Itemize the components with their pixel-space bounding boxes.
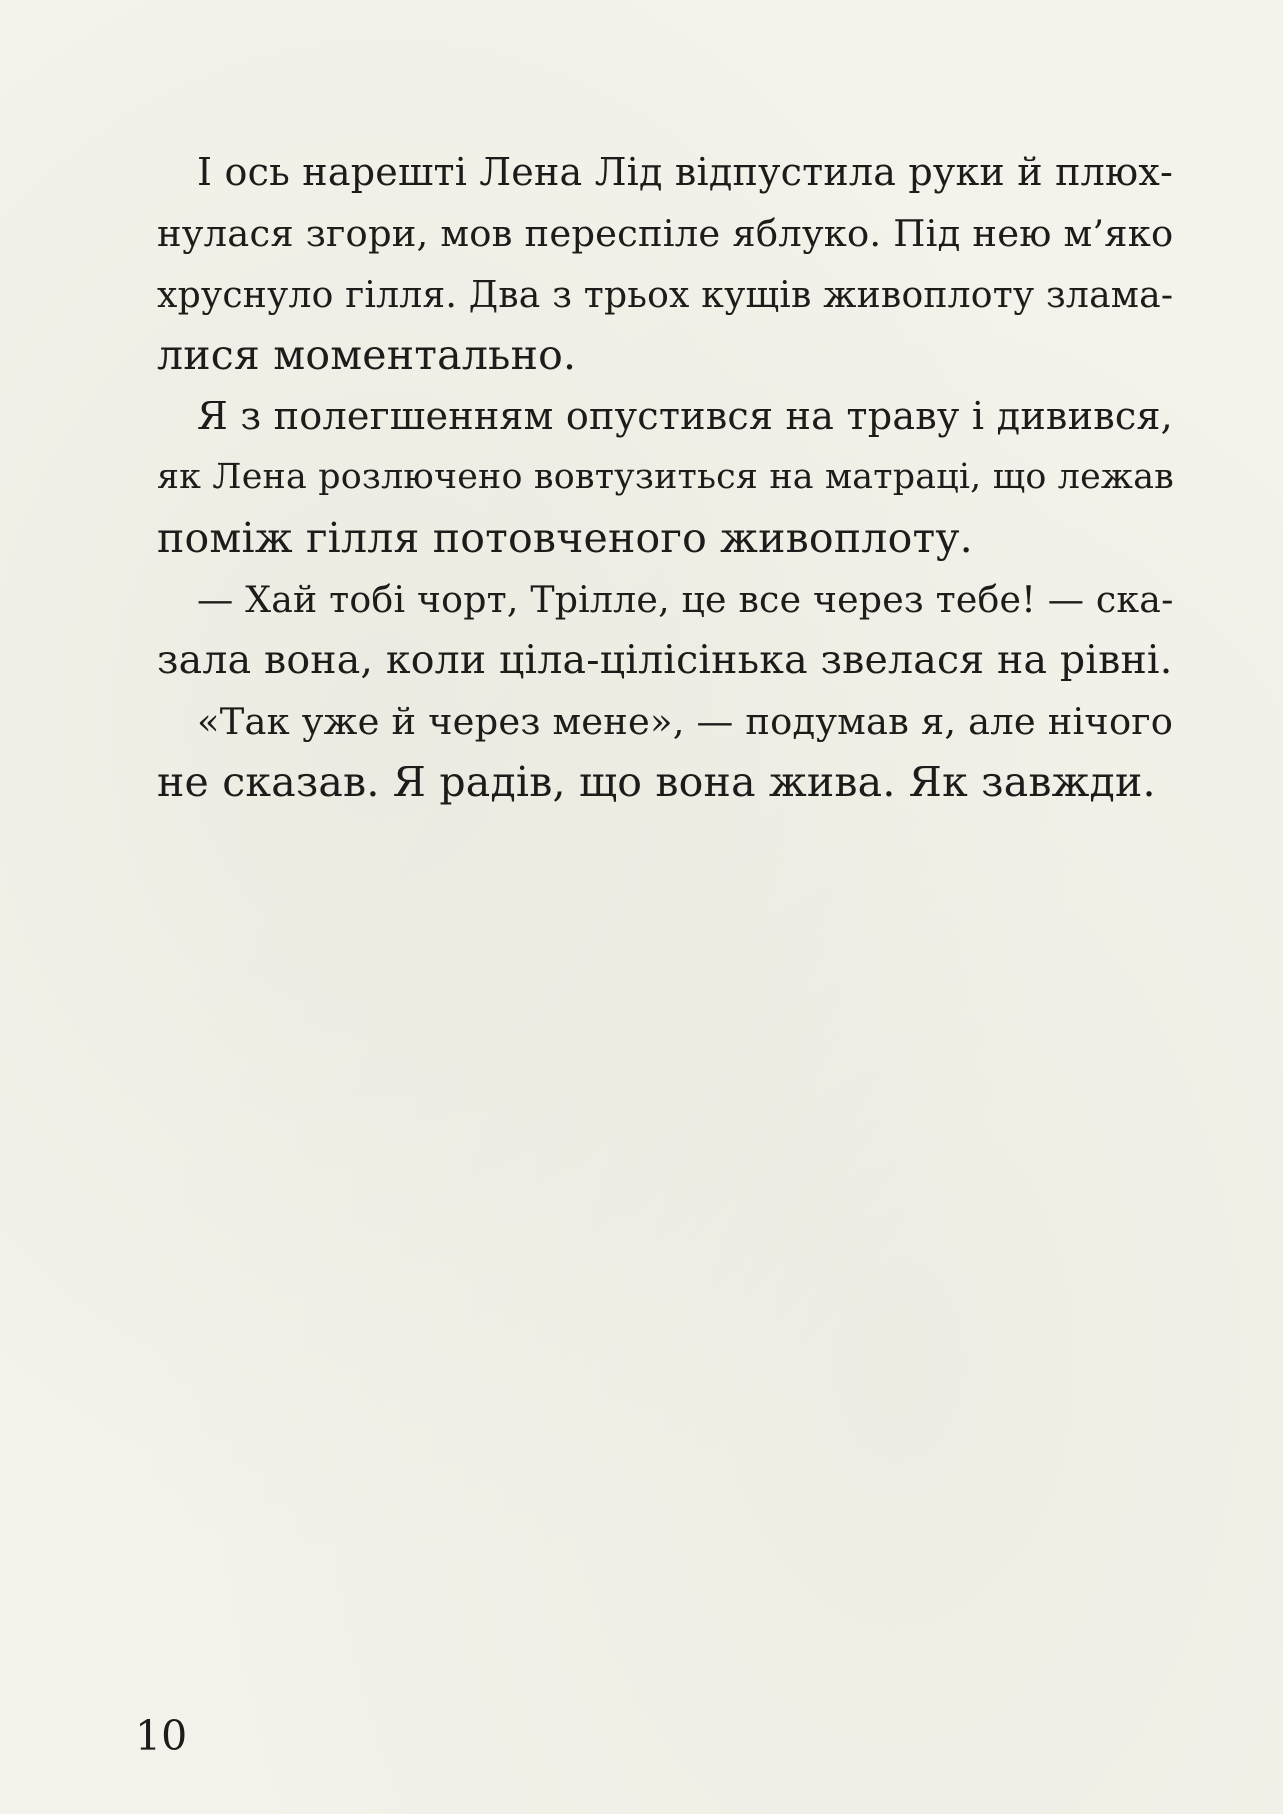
text-line: Я з полегшенням опустився на траву і дивився, xyxy=(197,394,1173,438)
text-line: як Лена розлючено вовтузиться на матраці, що лежав xyxy=(157,457,1174,497)
body-text xyxy=(157,142,1173,813)
text-line: нулася згори, мов переспіле яблуко. Під нею м’яко xyxy=(157,212,1174,255)
page-number: 10 xyxy=(135,1712,188,1760)
text-line: «Так уже й через мене», — подумав я, але нічого xyxy=(197,700,1174,743)
text-line: не сказав. Я радів, що вона жива. Як завжди. xyxy=(157,758,1156,806)
paragraph-3 xyxy=(157,569,1173,691)
paragraph-2 xyxy=(157,386,1173,569)
paragraph-4 xyxy=(157,691,1173,813)
text-line: лися моментально. xyxy=(157,331,577,379)
text-line: хруснуло гілля. Два з трьох кущів живоплоту злама- xyxy=(157,273,1174,316)
text-line: зала вона, коли ціла-цілісінька звелася на рівні. xyxy=(157,637,1173,683)
paragraph-1 xyxy=(157,142,1173,386)
text-line: І ось нарешті Лена Лід відпустила руки й плюх- xyxy=(197,150,1173,194)
text-line: поміж гілля потовченого живоплоту. xyxy=(157,514,973,562)
text-line: — Хай тобі чорт, Трілле, це все через тебе! — ска- xyxy=(197,578,1174,621)
